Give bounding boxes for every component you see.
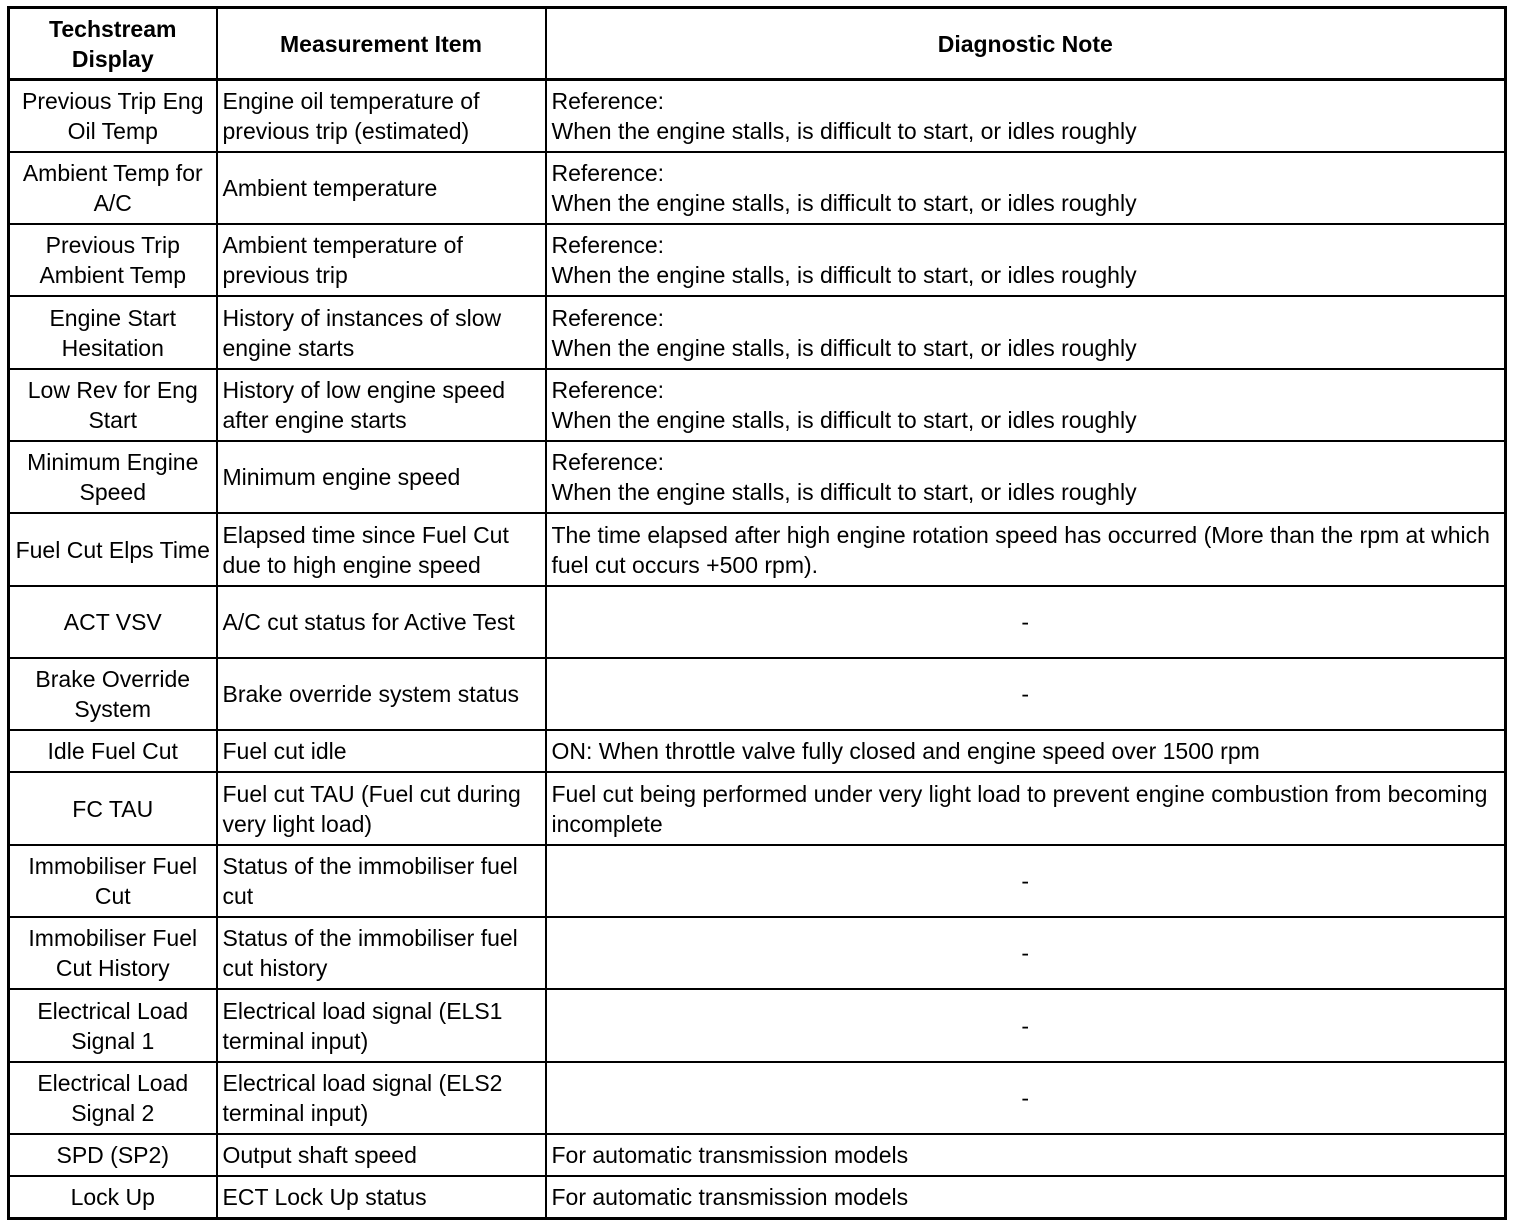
header-techstream-display: Techstream Display <box>9 8 217 80</box>
cell-diagnostic-note: The time elapsed after high engine rotation speed has occurred (More than the rpm at which fuel cut occurs +500 rpm). <box>546 513 1506 585</box>
cell-diagnostic-note: - <box>546 658 1506 730</box>
cell-measurement-item: Electrical load signal (ELS2 terminal input) <box>217 1062 546 1134</box>
cell-measurement-item: Status of the immobiliser fuel cut <box>217 845 546 917</box>
cell-techstream-display: Lock Up <box>9 1176 217 1218</box>
cell-diagnostic-note: Reference: When the engine stalls, is difficult to start, or idles roughly <box>546 369 1506 441</box>
cell-diagnostic-note: - <box>546 1062 1506 1134</box>
cell-diagnostic-note: ON: When throttle valve fully closed and engine speed over 1500 rpm <box>546 730 1506 772</box>
header-measurement-item: Measurement Item <box>217 8 546 80</box>
cell-measurement-item: Minimum engine speed <box>217 441 546 513</box>
data-monitor-table <box>7 6 1507 1220</box>
cell-measurement-item: A/C cut status for Active Test <box>217 586 546 658</box>
cell-diagnostic-note: - <box>546 845 1506 917</box>
table-row <box>9 224 1506 296</box>
table-row <box>9 730 1506 772</box>
cell-diagnostic-note: - <box>546 989 1506 1061</box>
cell-techstream-display: ACT VSV <box>9 586 217 658</box>
table-row <box>9 152 1506 224</box>
cell-measurement-item: Elapsed time since Fuel Cut due to high engine speed <box>217 513 546 585</box>
header-row <box>9 8 1506 80</box>
table-row <box>9 513 1506 585</box>
cell-measurement-item: ECT Lock Up status <box>217 1176 546 1218</box>
cell-diagnostic-note: - <box>546 586 1506 658</box>
cell-measurement-item: Brake override system status <box>217 658 546 730</box>
cell-measurement-item: Electrical load signal (ELS1 terminal input) <box>217 989 546 1061</box>
table-row <box>9 772 1506 844</box>
cell-techstream-display: Electrical Load Signal 1 <box>9 989 217 1061</box>
cell-diagnostic-note: Reference: When the engine stalls, is difficult to start, or idles roughly <box>546 224 1506 296</box>
cell-techstream-display: Engine Start Hesitation <box>9 296 217 368</box>
cell-diagnostic-note: For automatic transmission models <box>546 1134 1506 1176</box>
table-row <box>9 917 1506 989</box>
cell-techstream-display: Brake Override System <box>9 658 217 730</box>
cell-measurement-item: History of low engine speed after engine starts <box>217 369 546 441</box>
cell-diagnostic-note: Fuel cut being performed under very light load to prevent engine combustion from becoming incomplete <box>546 772 1506 844</box>
cell-diagnostic-note: For automatic transmission models <box>546 1176 1506 1218</box>
table-row <box>9 441 1506 513</box>
table-row <box>9 80 1506 152</box>
table-row <box>9 586 1506 658</box>
cell-measurement-item: Ambient temperature of previous trip <box>217 224 546 296</box>
table-row <box>9 658 1506 730</box>
cell-techstream-display: FC TAU <box>9 772 217 844</box>
cell-measurement-item: Status of the immobiliser fuel cut history <box>217 917 546 989</box>
cell-measurement-item: Fuel cut idle <box>217 730 546 772</box>
table-row <box>9 1062 1506 1134</box>
cell-diagnostic-note: Reference: When the engine stalls, is difficult to start, or idles roughly <box>546 296 1506 368</box>
cell-techstream-display: Low Rev for Eng Start <box>9 369 217 441</box>
header-diagnostic-note: Diagnostic Note <box>546 8 1506 80</box>
cell-techstream-display: Previous Trip Ambient Temp <box>9 224 217 296</box>
cell-techstream-display: Previous Trip Eng Oil Temp <box>9 80 217 152</box>
cell-techstream-display: Idle Fuel Cut <box>9 730 217 772</box>
cell-techstream-display: Ambient Temp for A/C <box>9 152 217 224</box>
cell-techstream-display: Fuel Cut Elps Time <box>9 513 217 585</box>
cell-measurement-item: Ambient temperature <box>217 152 546 224</box>
cell-techstream-display: Immobiliser Fuel Cut History <box>9 917 217 989</box>
cell-techstream-display: SPD (SP2) <box>9 1134 217 1176</box>
cell-measurement-item: Engine oil temperature of previous trip (estimated) <box>217 80 546 152</box>
cell-diagnostic-note: - <box>546 917 1506 989</box>
table-row <box>9 1176 1506 1218</box>
table-row <box>9 369 1506 441</box>
table-row <box>9 845 1506 917</box>
cell-measurement-item: Output shaft speed <box>217 1134 546 1176</box>
cell-techstream-display: Minimum Engine Speed <box>9 441 217 513</box>
table-row <box>9 296 1506 368</box>
cell-techstream-display: Electrical Load Signal 2 <box>9 1062 217 1134</box>
cell-measurement-item: Fuel cut TAU (Fuel cut during very light load) <box>217 772 546 844</box>
cell-techstream-display: Immobiliser Fuel Cut <box>9 845 217 917</box>
cell-diagnostic-note: Reference: When the engine stalls, is difficult to start, or idles roughly <box>546 80 1506 152</box>
table-row <box>9 1134 1506 1176</box>
cell-diagnostic-note: Reference: When the engine stalls, is difficult to start, or idles roughly <box>546 441 1506 513</box>
cell-diagnostic-note: Reference: When the engine stalls, is difficult to start, or idles roughly <box>546 152 1506 224</box>
table-row <box>9 989 1506 1061</box>
cell-measurement-item: History of instances of slow engine starts <box>217 296 546 368</box>
